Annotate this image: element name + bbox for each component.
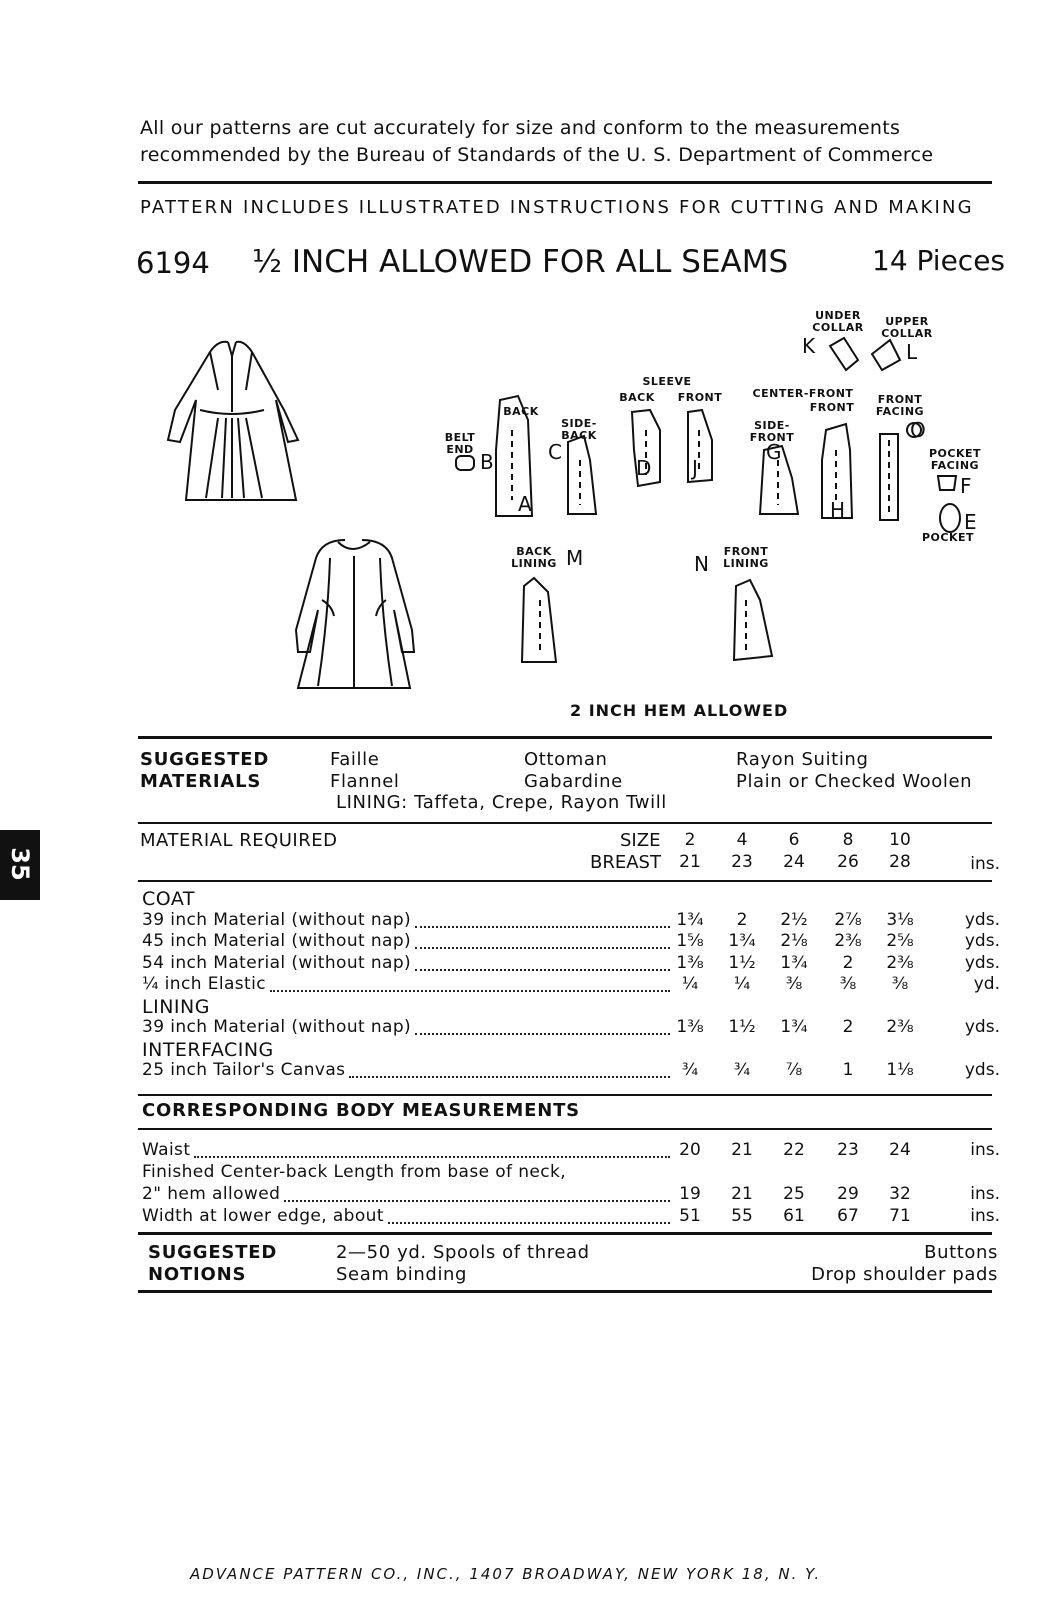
front-facing-label: FRONT FACING bbox=[875, 393, 925, 418]
leader-dots bbox=[415, 1033, 670, 1035]
piece-letter-h: H bbox=[830, 498, 846, 522]
leader-dots bbox=[415, 947, 670, 949]
material-unit: yds. bbox=[964, 1017, 1000, 1037]
material-value-1: 1½ bbox=[728, 1017, 756, 1037]
page-number-tab bbox=[0, 830, 40, 900]
material-row-label: 39 inch Material (without nap) bbox=[142, 909, 412, 930]
header-rule bbox=[138, 181, 992, 184]
material-value-3: ⅜ bbox=[839, 974, 857, 994]
material-value-0: 1⅜ bbox=[676, 952, 704, 973]
body-value-0: 51 bbox=[679, 1206, 701, 1226]
material-value-2: 2½ bbox=[780, 909, 808, 930]
body-value-4: 71 bbox=[889, 1206, 911, 1226]
material-value-3: 1 bbox=[842, 1060, 854, 1080]
piece-letter-f: F bbox=[960, 474, 972, 498]
material-value-1: 1¾ bbox=[728, 931, 756, 951]
body-row-label: 2" hem allowed bbox=[142, 1184, 281, 1204]
leader-dots bbox=[415, 969, 670, 971]
material-value-4: 2⅝ bbox=[886, 931, 914, 951]
material-value-1: 1½ bbox=[728, 952, 756, 973]
body-value-4: 32 bbox=[889, 1184, 911, 1204]
piece-letter-g: G bbox=[766, 440, 782, 464]
body-unit: ins. bbox=[970, 1206, 1000, 1226]
side-front-label: SIDE-FRONT bbox=[749, 419, 795, 444]
piece-letter-m: M bbox=[566, 546, 584, 570]
body-value-1: 21 bbox=[731, 1140, 753, 1160]
notions-left: 2—50 yd. Spools of thread Seam binding bbox=[336, 1242, 590, 1285]
material-row-label: 39 inch Material (without nap) bbox=[142, 1017, 412, 1037]
side-back-label: SIDE-BACK bbox=[561, 417, 597, 442]
piece-letter-e: E bbox=[964, 510, 977, 534]
material-value-4: 2⅜ bbox=[886, 952, 914, 973]
materials-heading: SUGGESTED MATERIALS bbox=[140, 749, 270, 792]
material-unit: yds. bbox=[964, 931, 1000, 951]
notions-right: Buttons Drop shoulder pads bbox=[811, 1242, 998, 1285]
material-row-label: 45 inch Material (without nap) bbox=[142, 931, 412, 951]
material-value-3: 2 bbox=[842, 952, 854, 973]
notions-rule-bottom bbox=[138, 1290, 992, 1293]
body-value-0: 19 bbox=[679, 1184, 701, 1204]
material-value-2: ⅜ bbox=[785, 974, 803, 994]
piece-letter-c: C bbox=[548, 440, 562, 464]
intro-line-2: recommended by the Bureau of Standards of the U. S. Department of Commerce bbox=[140, 144, 934, 166]
intro-line-1: All our patterns are cut accurately for size and conform to the measurements bbox=[140, 117, 901, 139]
breast-label: BREAST bbox=[590, 852, 661, 873]
material-row-label: ¼ inch Elastic bbox=[142, 974, 266, 994]
material-value-3: 2⅜ bbox=[834, 931, 862, 951]
body-value-1: 21 bbox=[731, 1184, 753, 1204]
body-unit: ins. bbox=[970, 1184, 1000, 1204]
materials-col-2: Ottoman Gabardine bbox=[524, 749, 623, 792]
material-unit: yds. bbox=[964, 1060, 1000, 1080]
collared-coat-sketch bbox=[296, 540, 414, 688]
size-value-1: 4 bbox=[736, 830, 748, 850]
pattern-number: 6194 bbox=[136, 246, 210, 280]
breast-value-0: 21 bbox=[679, 852, 701, 872]
leader-dots bbox=[284, 1200, 670, 1202]
lining-materials: LINING: Taffeta, Crepe, Rayon Twill bbox=[336, 792, 667, 813]
material-value-1: ¾ bbox=[733, 1060, 751, 1080]
leader-dots bbox=[194, 1156, 670, 1158]
leader-dots bbox=[388, 1222, 670, 1224]
material-value-2: 1¾ bbox=[780, 1017, 808, 1037]
front-lining-label: FRONT LINING bbox=[723, 545, 769, 570]
belted-coat-sketch bbox=[168, 342, 298, 500]
body-value-0: 20 bbox=[679, 1140, 701, 1160]
length-label-line1: Finished Center-back Length from base of neck, bbox=[142, 1162, 567, 1182]
body-value-3: 29 bbox=[837, 1184, 859, 1204]
center-front-label: CENTER-FRONT bbox=[752, 387, 854, 400]
body-row-label: Waist bbox=[142, 1140, 191, 1160]
material-value-4: 2⅜ bbox=[886, 1017, 914, 1037]
notions-rule-top bbox=[138, 1232, 992, 1235]
section-title: INTERFACING bbox=[142, 1038, 274, 1061]
upper-collar-label: UPPER COLLAR bbox=[881, 315, 933, 340]
required-rule bbox=[138, 822, 992, 824]
page-number: 35 bbox=[6, 847, 34, 881]
material-row-label: 25 inch Tailor's Canvas bbox=[142, 1060, 346, 1080]
piece-letter-k: K bbox=[802, 334, 816, 358]
publisher-footer: ADVANCE PATTERN CO., INC., 1407 BROADWAY, NEW YORK 18, N. Y. bbox=[190, 1565, 822, 1583]
material-value-4: ⅜ bbox=[891, 974, 909, 994]
front-label: FRONT bbox=[809, 401, 855, 414]
body-rule-top bbox=[138, 1094, 992, 1096]
sleeve-label: SLEEVE bbox=[642, 375, 692, 388]
back-label: BACK bbox=[503, 405, 539, 418]
breast-unit: ins. bbox=[970, 854, 1000, 874]
hem-note: 2 INCH HEM ALLOWED bbox=[570, 701, 789, 720]
section-title: COAT bbox=[142, 888, 196, 910]
material-value-3: 2⅞ bbox=[834, 909, 862, 930]
body-row-label: Width at lower edge, about bbox=[142, 1206, 384, 1226]
material-value-4: 3⅛ bbox=[886, 909, 914, 930]
under-collar-label: UNDER COLLAR bbox=[812, 309, 864, 334]
body-value-1: 55 bbox=[731, 1206, 753, 1226]
leader-dots bbox=[270, 990, 670, 992]
section-title: LINING bbox=[142, 995, 210, 1018]
material-unit: yd. bbox=[973, 974, 1000, 994]
body-rule-bottom bbox=[138, 1128, 992, 1130]
body-value-2: 22 bbox=[783, 1140, 805, 1160]
breast-value-4: 28 bbox=[889, 852, 911, 872]
back-lining-label: BACK LINING bbox=[511, 545, 557, 570]
material-value-2: 2⅛ bbox=[780, 931, 808, 951]
intro-text bbox=[140, 115, 1010, 169]
body-value-3: 67 bbox=[837, 1206, 859, 1226]
pocket-label: POCKET bbox=[921, 531, 975, 544]
size-value-3: 8 bbox=[842, 830, 854, 850]
material-value-3: 2 bbox=[842, 1017, 854, 1037]
leader-dots bbox=[349, 1076, 670, 1078]
table-top-rule bbox=[138, 880, 992, 882]
material-value-0: 1⅝ bbox=[676, 931, 704, 951]
material-unit: yds. bbox=[964, 909, 1000, 930]
sleeve-back-label: BACK bbox=[619, 391, 655, 404]
material-value-2: ⅞ bbox=[785, 1060, 803, 1080]
material-value-0: ¾ bbox=[681, 1060, 699, 1080]
body-value-4: 24 bbox=[889, 1140, 911, 1160]
material-value-0: 1⅜ bbox=[676, 1017, 704, 1037]
piece-letter-a: A bbox=[518, 492, 532, 516]
body-value-2: 61 bbox=[783, 1206, 805, 1226]
material-unit: yds. bbox=[964, 952, 1000, 973]
body-value-2: 25 bbox=[783, 1184, 805, 1204]
belt-end-label: BELT END bbox=[444, 431, 476, 456]
material-value-1: 2 bbox=[736, 909, 748, 930]
notions-heading: SUGGESTED NOTIONS bbox=[148, 1242, 278, 1285]
size-value-2: 6 bbox=[788, 830, 800, 850]
piece-letter-n: N bbox=[694, 552, 709, 576]
size-value-4: 10 bbox=[889, 830, 911, 850]
body-unit: ins. bbox=[970, 1140, 1000, 1160]
sleeve-front-label: FRONT bbox=[677, 391, 723, 404]
piece-letter-l: L bbox=[906, 340, 918, 364]
breast-value-1: 23 bbox=[731, 852, 753, 872]
size-value-0: 2 bbox=[684, 830, 696, 850]
piece-letter-b: B bbox=[480, 450, 494, 474]
seam-allowance: ½ INCH ALLOWED FOR ALL SEAMS bbox=[252, 244, 789, 280]
includes-line: PATTERN INCLUDES ILLUSTRATED INSTRUCTIONS FOR CUTTING AND MAKING bbox=[140, 197, 974, 218]
materials-rule bbox=[138, 736, 992, 739]
material-value-0: ¼ bbox=[681, 974, 699, 994]
body-value-3: 23 bbox=[837, 1140, 859, 1160]
pocket-facing-label: POCKET FACING bbox=[928, 447, 982, 472]
material-value-2: 1¾ bbox=[780, 952, 808, 973]
materials-col-3: Rayon Suiting Plain or Checked Woolen bbox=[736, 749, 973, 792]
material-value-1: ¼ bbox=[733, 974, 751, 994]
body-heading: CORRESPONDING BODY MEASUREMENTS bbox=[142, 1100, 580, 1121]
material-row-label: 54 inch Material (without nap) bbox=[142, 952, 412, 973]
materials-col-1: Faille Flannel bbox=[330, 749, 400, 792]
leader-dots bbox=[415, 926, 670, 928]
breast-value-3: 26 bbox=[837, 852, 859, 872]
material-required-heading: MATERIAL REQUIRED bbox=[140, 830, 338, 851]
piece-letter-j: J bbox=[692, 456, 698, 480]
size-label: SIZE bbox=[620, 830, 661, 851]
piece-letter-d: D bbox=[636, 456, 652, 480]
piece-letter-o: O bbox=[910, 418, 926, 442]
piece-count: 14 Pieces bbox=[872, 244, 1006, 277]
breast-value-2: 24 bbox=[783, 852, 805, 872]
material-value-4: 1⅛ bbox=[886, 1060, 914, 1080]
material-value-0: 1¾ bbox=[676, 909, 704, 930]
